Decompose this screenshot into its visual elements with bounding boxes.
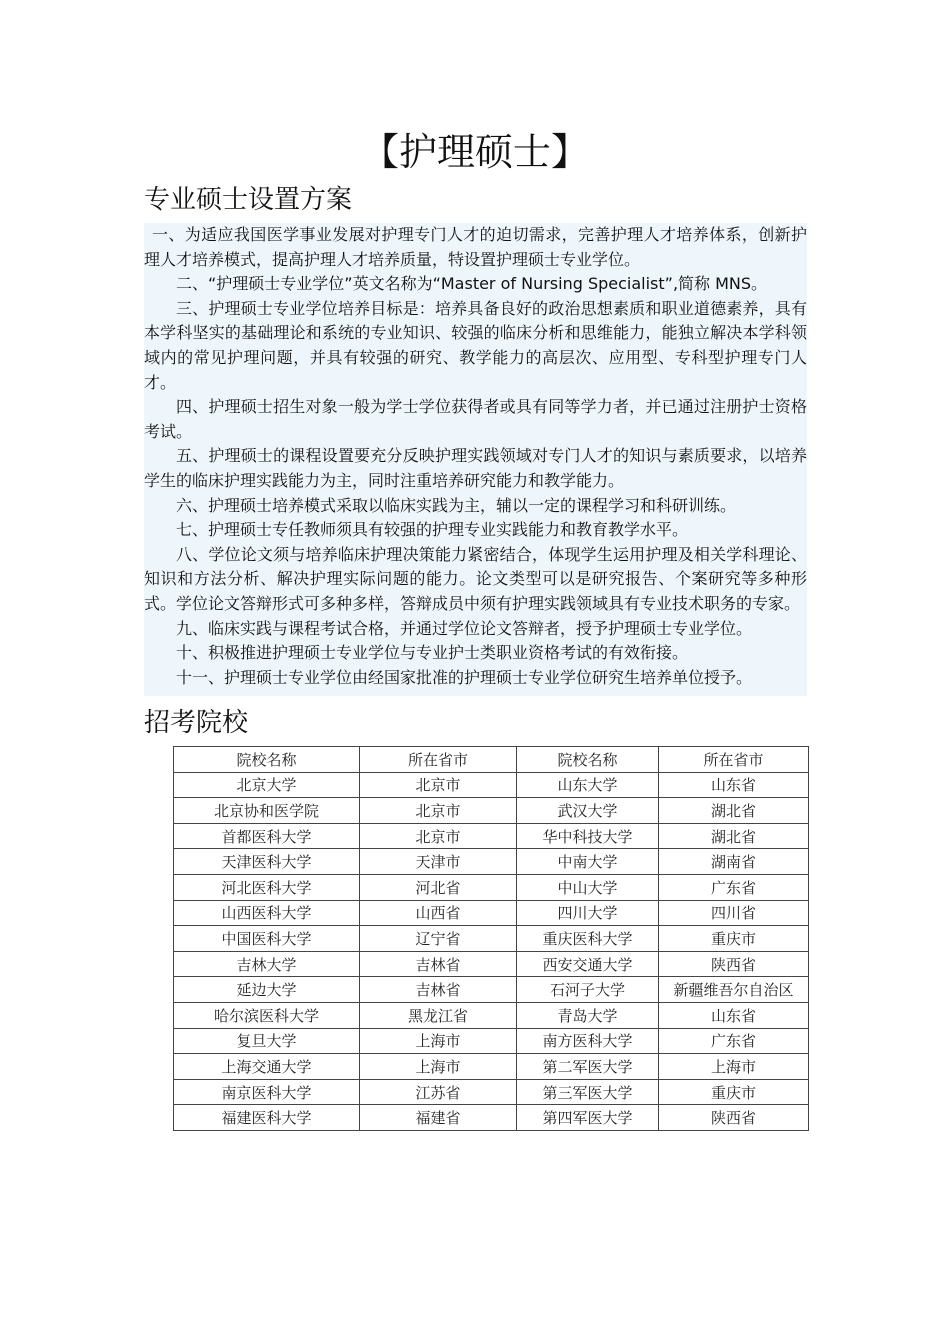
province-cell: 陕西省 bbox=[659, 1105, 809, 1131]
header-cell: 院校名称 bbox=[174, 747, 360, 773]
school-name-cell: 石河子大学 bbox=[517, 977, 659, 1003]
scheme-paragraph: 二、“护理硕士专业学位”英文名称为“Master of Nursing Specialist”,简称 MNS。 bbox=[176, 274, 768, 294]
scheme-body bbox=[144, 223, 807, 696]
table-row bbox=[174, 1002, 809, 1028]
scheme-paragraph: 五、护理硕士的课程设置要充分反映护理实践领域对专门人才的知识与素质要求，以培养学生的临床护理实践能力为主，同时注重培养研究能力和教学能力。 bbox=[144, 446, 807, 490]
header-cell: 所在省市 bbox=[659, 747, 809, 773]
school-name-cell: 西安交通大学 bbox=[517, 951, 659, 977]
province-cell: 北京市 bbox=[360, 798, 517, 824]
school-name-cell: 第四军医大学 bbox=[517, 1105, 659, 1131]
scheme-paragraph: 七、护理硕士专任教师须具有较强的护理专业实践能力和教育教学水平。 bbox=[176, 520, 689, 540]
province-cell: 河北省 bbox=[360, 874, 517, 900]
province-cell: 重庆市 bbox=[659, 1079, 809, 1105]
table-row bbox=[174, 772, 809, 798]
scheme-paragraph: 十、积极推进护理硕士专业学位与专业护士类职业资格考试的有效衔接。 bbox=[176, 643, 689, 663]
header-cell: 院校名称 bbox=[517, 747, 659, 773]
school-name-cell: 山东大学 bbox=[517, 772, 659, 798]
table-header-row bbox=[174, 747, 809, 773]
table-row bbox=[174, 951, 809, 977]
school-name-cell: 第二军医大学 bbox=[517, 1054, 659, 1080]
province-cell: 吉林省 bbox=[360, 951, 517, 977]
table-row bbox=[174, 900, 809, 926]
scheme-paragraph: 十一、护理硕士专业学位由经国家批准的护理硕士专业学位研究生培养单位授予。 bbox=[176, 667, 753, 687]
school-name-cell: 福建医科大学 bbox=[174, 1105, 360, 1131]
school-name-cell: 吉林大学 bbox=[174, 951, 360, 977]
school-name-cell: 北京大学 bbox=[174, 772, 360, 798]
table-row bbox=[174, 1054, 809, 1080]
school-name-cell: 中南大学 bbox=[517, 849, 659, 875]
school-name-cell: 武汉大学 bbox=[517, 798, 659, 824]
province-cell: 山西省 bbox=[360, 900, 517, 926]
province-cell: 辽宁省 bbox=[360, 926, 517, 952]
province-cell: 广东省 bbox=[659, 1028, 809, 1054]
header-cell: 所在省市 bbox=[360, 747, 517, 773]
province-cell: 北京市 bbox=[360, 823, 517, 849]
school-name-cell: 首都医科大学 bbox=[174, 823, 360, 849]
school-name-cell: 北京协和医学院 bbox=[174, 798, 360, 824]
province-cell: 陕西省 bbox=[659, 951, 809, 977]
province-cell: 广东省 bbox=[659, 874, 809, 900]
province-cell: 江苏省 bbox=[360, 1079, 517, 1105]
scheme-paragraph: 九、临床实践与课程考试合格，并通过学位论文答辩者，授予护理硕士专业学位。 bbox=[176, 618, 753, 638]
province-cell: 吉林省 bbox=[360, 977, 517, 1003]
table-row bbox=[174, 1028, 809, 1054]
province-cell: 山东省 bbox=[659, 772, 809, 798]
table-row bbox=[174, 977, 809, 1003]
school-name-cell: 中国医科大学 bbox=[174, 926, 360, 952]
school-name-cell: 四川大学 bbox=[517, 900, 659, 926]
province-cell: 福建省 bbox=[360, 1105, 517, 1131]
schools-heading: 招考院校 bbox=[144, 708, 249, 738]
province-cell: 新疆维吾尔自治区 bbox=[659, 977, 809, 1003]
school-name-cell: 青岛大学 bbox=[517, 1002, 659, 1028]
province-cell: 上海市 bbox=[360, 1054, 517, 1080]
school-name-cell: 南京医科大学 bbox=[174, 1079, 360, 1105]
table-row bbox=[174, 823, 809, 849]
province-cell: 湖北省 bbox=[659, 798, 809, 824]
table-row bbox=[174, 874, 809, 900]
school-name-cell: 华中科技大学 bbox=[517, 823, 659, 849]
province-cell: 黑龙江省 bbox=[360, 1002, 517, 1028]
scheme-paragraph: 八、学位论文须与培养临床护理决策能力紧密结合，体现学生运用护理及相关学科理论、知识和方法分析、解决护理实际问题的能力。论文类型可以是研究报告、个案研究等多种形式。学位论文答辩形式可多种多样，答辩成员中须有护理实践领域具有专业技术职务的专家。 bbox=[144, 544, 807, 613]
page-title: 【护理硕士】 bbox=[360, 130, 589, 174]
school-name-cell: 天津医科大学 bbox=[174, 849, 360, 875]
schools-table bbox=[173, 746, 809, 1131]
school-name-cell: 上海交通大学 bbox=[174, 1054, 360, 1080]
table-row bbox=[174, 1105, 809, 1131]
table-row bbox=[174, 798, 809, 824]
table-row bbox=[174, 849, 809, 875]
province-cell: 北京市 bbox=[360, 772, 517, 798]
province-cell: 湖南省 bbox=[659, 849, 809, 875]
school-name-cell: 重庆医科大学 bbox=[517, 926, 659, 952]
province-cell: 湖北省 bbox=[659, 823, 809, 849]
school-name-cell: 中山大学 bbox=[517, 874, 659, 900]
school-name-cell: 延边大学 bbox=[174, 977, 360, 1003]
school-name-cell: 山西医科大学 bbox=[174, 900, 360, 926]
province-cell: 重庆市 bbox=[659, 926, 809, 952]
school-name-cell: 河北医科大学 bbox=[174, 874, 360, 900]
province-cell: 山东省 bbox=[659, 1002, 809, 1028]
province-cell: 四川省 bbox=[659, 900, 809, 926]
school-name-cell: 复旦大学 bbox=[174, 1028, 360, 1054]
scheme-heading: 专业硕士设置方案 bbox=[144, 185, 353, 215]
school-name-cell: 哈尔滨医科大学 bbox=[174, 1002, 360, 1028]
province-cell: 上海市 bbox=[659, 1054, 809, 1080]
scheme-paragraph: 三、护理硕士专业学位培养目标是：培养具备良好的政治思想素质和职业道德素养，具有本学科坚实的基础理论和系统的专业知识、较强的临床分析和思维能力，能独立解决本学科领域内的常见护理问题，并具有较强的研究、教学能力的高层次、应用型、专科型护理专门人才。 bbox=[144, 298, 807, 392]
table-row bbox=[174, 926, 809, 952]
scheme-paragraph: 四、护理硕士招生对象一般为学士学位获得者或具有同等学力者，并已通过注册护士资格考试。 bbox=[144, 397, 807, 441]
school-name-cell: 南方医科大学 bbox=[517, 1028, 659, 1054]
scheme-paragraph: 六、护理硕士培养模式采取以临床实践为主，辅以一定的课程学习和科研训练。 bbox=[176, 495, 737, 515]
table-row bbox=[174, 1079, 809, 1105]
province-cell: 天津市 bbox=[360, 849, 517, 875]
province-cell: 上海市 bbox=[360, 1028, 517, 1054]
school-name-cell: 第三军医大学 bbox=[517, 1079, 659, 1105]
schools-table-body bbox=[174, 772, 809, 1130]
scheme-paragraph: 一、为适应我国医学事业发展对护理专门人才的迫切需求，完善护理人才培养体系，创新护理人才培养模式，提高护理人才培养质量，特设置护理硕士专业学位。 bbox=[144, 225, 807, 269]
